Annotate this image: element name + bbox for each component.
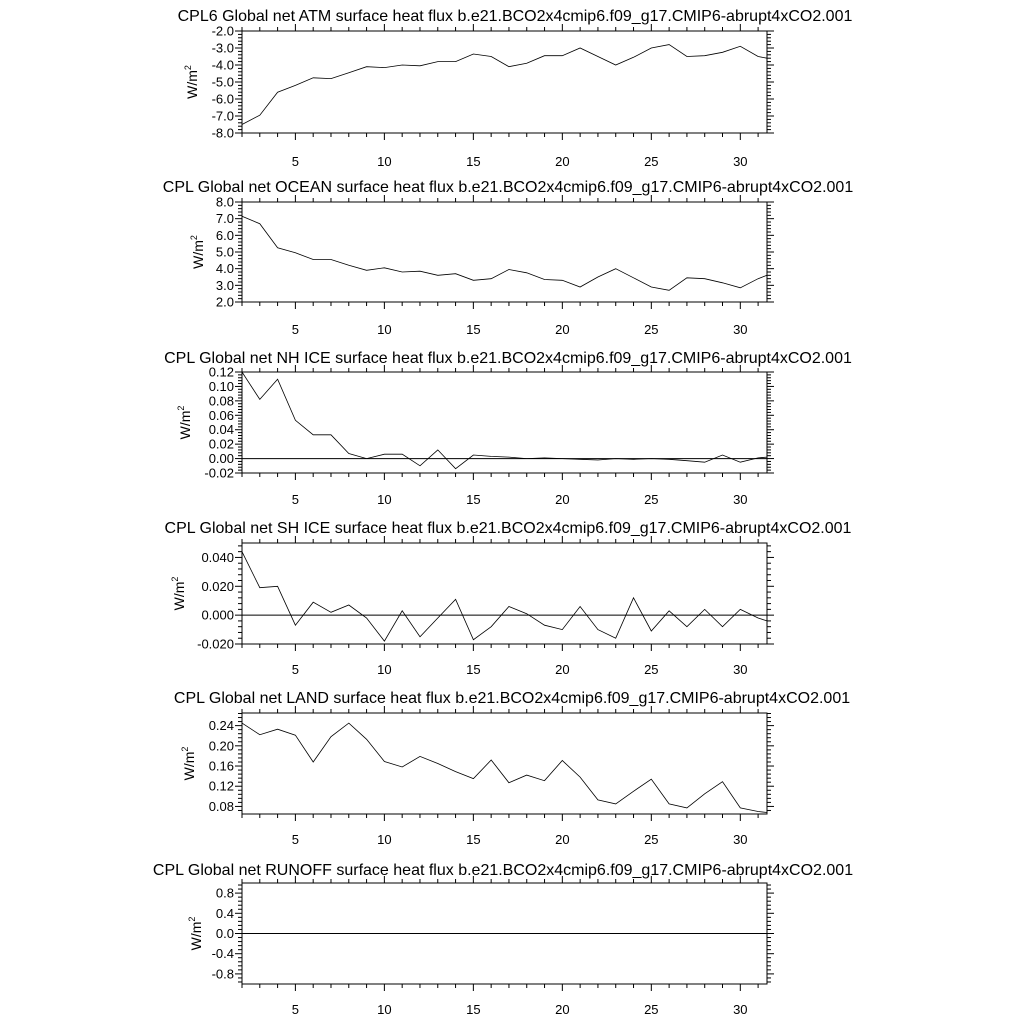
y-axis-label-base: W/m [190, 240, 206, 269]
y-tick-label: 6.0 [215, 227, 234, 243]
y-tick-label: 0.08 [208, 798, 234, 814]
x-tick-label: 5 [291, 1002, 300, 1017]
x-tick-label: 15 [466, 1002, 481, 1017]
y-tick-label: 0.8 [215, 885, 234, 901]
y-tick-label: 2.0 [215, 294, 234, 310]
y-tick-label: 0.06 [208, 407, 234, 423]
y-tick-label: 5.0 [215, 244, 234, 260]
y-tick-label: 0.0 [215, 926, 234, 941]
x-tick-label: 15 [466, 662, 481, 677]
x-tick-label: 10 [377, 492, 392, 507]
y-tick-label: -0.020 [197, 636, 234, 652]
x-tick-label: 20 [555, 154, 570, 169]
y-tick-label: 0.16 [208, 758, 234, 774]
y-axis-label [189, 235, 206, 269]
x-tick-label: 5 [291, 492, 300, 507]
x-tick-label: 25 [644, 832, 659, 847]
y-tick-label: 0.20 [208, 738, 234, 754]
x-tick-label: 5 [291, 322, 300, 337]
y-tick-label: -8.0 [211, 125, 234, 141]
y-tick-label: -4.0 [211, 57, 234, 73]
y-tick-label: 8.0 [215, 194, 234, 210]
y-tick-label: 4.0 [215, 261, 234, 277]
y-tick-label: 0.04 [208, 422, 234, 438]
x-tick-label: 25 [644, 492, 659, 507]
y-axis-label-exponent: 2 [189, 235, 199, 241]
x-tick-label: 15 [466, 322, 481, 337]
x-tick-label: 15 [466, 154, 481, 169]
y-axis-label-exponent: 2 [170, 576, 180, 582]
x-tick-label: 20 [555, 492, 570, 507]
y-axis-label [176, 406, 193, 440]
y-tick-label: 0.040 [201, 549, 234, 565]
x-tick-label: 30 [733, 322, 748, 337]
chart-title: CPL Global net RUNOFF surface heat flux b.e21.BCO2x4cmip6.f09_g17.CMIP6-abrupt4xCO2.001 [152, 862, 854, 879]
y-axis-label-exponent: 2 [187, 916, 197, 922]
chart-title: CPL6 Global net ATM surface heat flux b.e21.BCO2x4cmip6.f09_g17.CMIP6-abrupt4xCO2.001 [177, 8, 853, 25]
y-tick-label: 0.08 [208, 393, 234, 409]
x-tick-label: 20 [555, 322, 570, 337]
y-tick-label: 0.4 [215, 905, 234, 921]
x-tick-label: 5 [291, 154, 300, 169]
y-axis-label [180, 747, 197, 781]
y-axis-label-base: W/m [177, 410, 193, 440]
y-axis-label-exponent: 2 [176, 405, 186, 411]
x-tick-label: 30 [733, 1002, 748, 1017]
chart-title: CPL Global net NH ICE surface heat flux b.e21.BCO2x4cmip6.f09_g17.CMIP6-abrupt4xCO2.001 [164, 350, 852, 367]
x-tick-label: 30 [733, 832, 748, 847]
x-tick-label: 25 [644, 154, 659, 169]
y-tick-label: -2.0 [211, 23, 234, 39]
x-tick-label: 25 [644, 1002, 659, 1017]
y-axis-label-base: W/m [184, 70, 200, 99]
x-tick-label: 10 [377, 1002, 392, 1017]
x-tick-label: 5 [291, 832, 300, 847]
y-tick-label: -3.0 [211, 40, 234, 56]
chart-title: CPL Global net SH ICE surface heat flux b.e21.BCO2x4cmip6.f09_g17.CMIP6-abrupt4xCO2.001 [164, 520, 852, 537]
y-tick-label: 7.0 [215, 211, 234, 227]
y-tick-label: 0.12 [208, 778, 234, 794]
x-tick-label: 30 [733, 154, 748, 169]
x-tick-label: 15 [466, 832, 481, 847]
y-axis-label [187, 917, 204, 951]
x-tick-label: 10 [377, 662, 392, 677]
y-tick-label: -6.0 [211, 91, 234, 107]
y-axis-label-base: W/m [181, 751, 197, 781]
y-tick-label: 0.12 [208, 364, 234, 380]
x-tick-label: 20 [555, 662, 570, 677]
y-tick-label: -7.0 [211, 108, 234, 124]
x-tick-label: 10 [377, 322, 392, 337]
y-tick-label: 0.000 [201, 607, 234, 623]
x-tick-label: 10 [377, 832, 392, 847]
y-tick-label: 0.020 [201, 578, 234, 594]
y-axis-label-base: W/m [188, 921, 204, 951]
x-tick-label: 5 [291, 662, 300, 677]
y-tick-label: 0.02 [208, 436, 234, 452]
y-axis-label-base: W/m [171, 581, 187, 611]
x-tick-label: 10 [377, 154, 392, 169]
x-tick-label: 20 [555, 832, 570, 847]
y-tick-label: 0.24 [208, 718, 234, 734]
y-tick-label: 0.00 [208, 451, 234, 467]
y-axis-label-exponent: 2 [180, 746, 190, 752]
chart-title: CPL Global net LAND surface heat flux b.e21.BCO2x4cmip6.f09_g17.CMIP6-abrupt4xCO2.001 [173, 690, 851, 707]
y-tick-label: 0.10 [208, 378, 234, 394]
x-tick-label: 30 [733, 492, 748, 507]
chart-title: CPL Global net OCEAN surface heat flux b.e21.BCO2x4cmip6.f09_g17.CMIP6-abrupt4xCO2.001 [162, 179, 854, 196]
x-tick-label: 20 [555, 1002, 570, 1017]
y-tick-label: -0.4 [211, 946, 234, 962]
x-tick-label: 30 [733, 662, 748, 677]
y-axis-label [170, 577, 187, 611]
y-tick-label: 3.0 [215, 277, 234, 293]
x-tick-label: 15 [466, 492, 481, 507]
y-tick-label: -0.8 [211, 966, 234, 982]
x-tick-label: 25 [644, 322, 659, 337]
y-axis-label [183, 65, 200, 99]
y-tick-label: -5.0 [211, 74, 234, 90]
y-tick-label: -0.02 [204, 465, 234, 481]
x-tick-label: 25 [644, 662, 659, 677]
y-axis-label-exponent: 2 [183, 65, 193, 71]
